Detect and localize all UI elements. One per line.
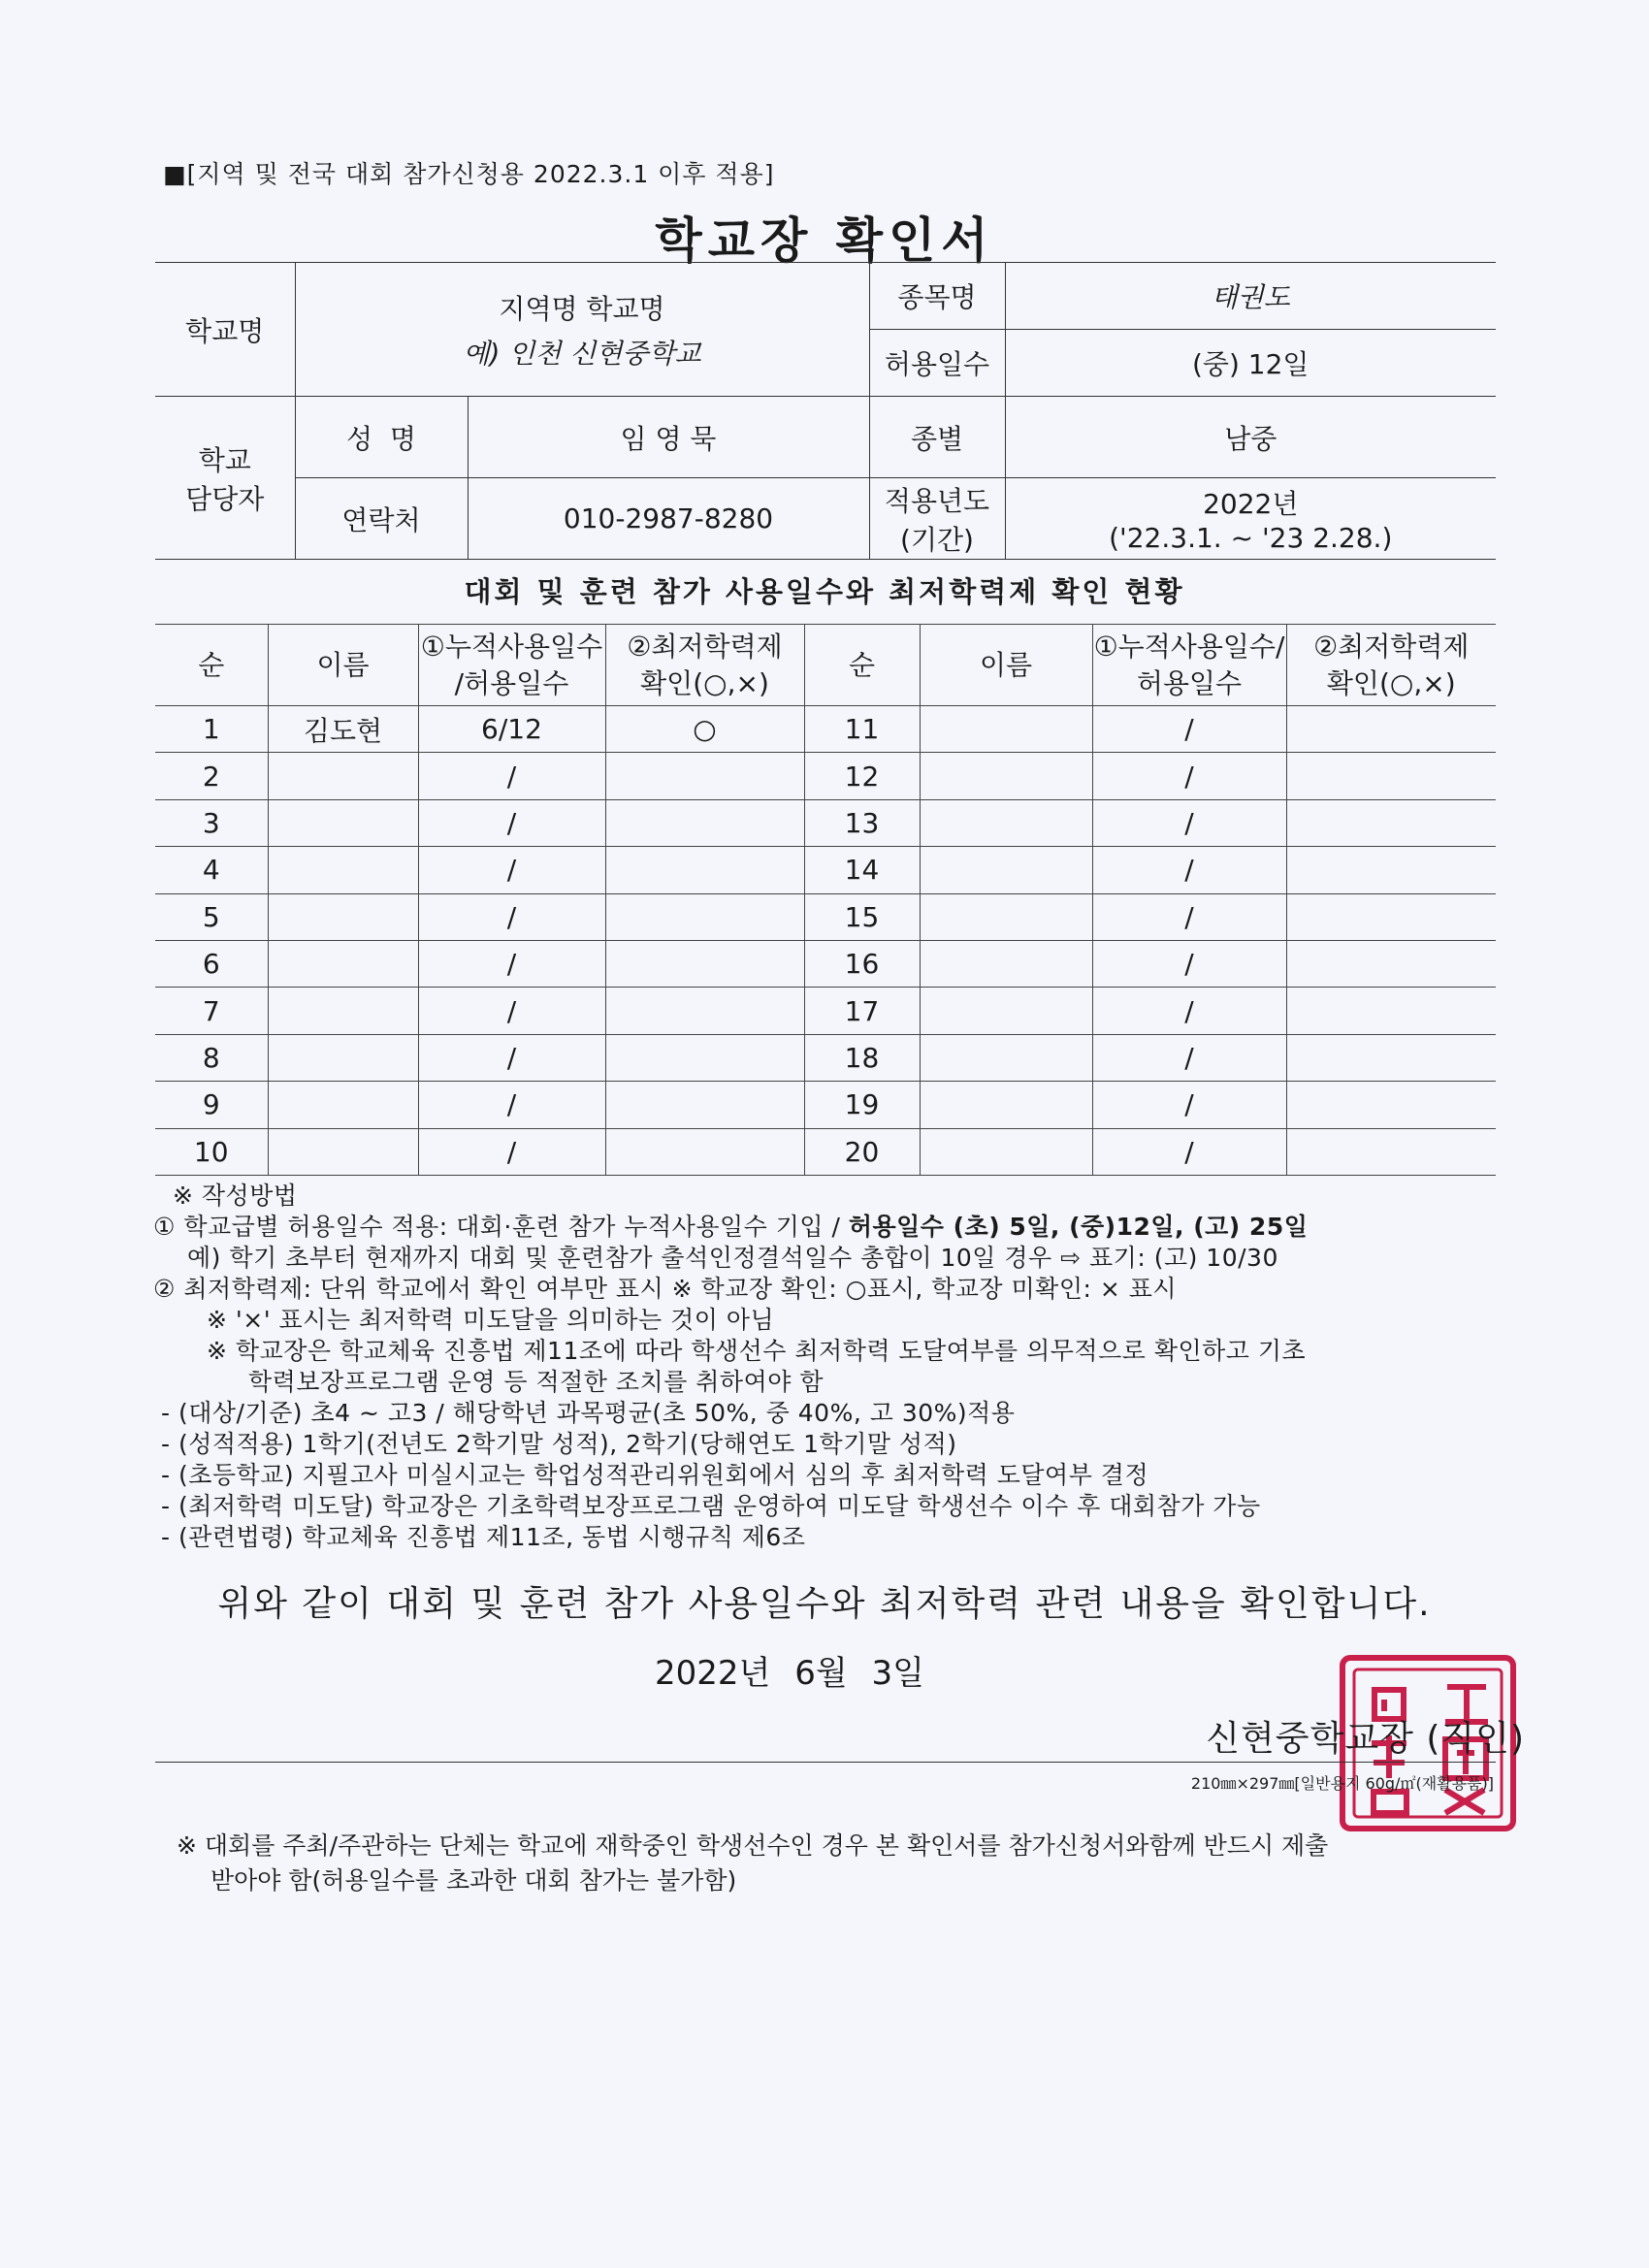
row-min-check	[605, 753, 804, 799]
header-min-right-line2: 확인(○,×)	[1326, 666, 1456, 699]
header-days-line1: ①누적사용일수	[420, 630, 603, 663]
row-no: 4	[155, 847, 268, 893]
table-row	[155, 847, 1496, 893]
sport-label: 종목명	[869, 263, 1005, 330]
sport-value: 태권도	[1005, 263, 1496, 330]
row-min-check	[605, 1128, 804, 1175]
row-min-check	[605, 847, 804, 893]
row-no-right: 14	[804, 847, 920, 893]
row-no: 8	[155, 1034, 268, 1081]
contact-value: 010-2987-8280	[468, 478, 869, 560]
row-name-right	[920, 1034, 1092, 1081]
row-no-right: 20	[804, 1128, 920, 1175]
row-no: 2	[155, 753, 268, 799]
row-days: /	[418, 1082, 605, 1128]
row-days: /	[418, 753, 605, 799]
gender-value: 남중	[1005, 397, 1496, 478]
table-row	[155, 799, 1496, 846]
row-no-right: 17	[804, 988, 920, 1034]
row-name-right	[920, 753, 1092, 799]
issue-date	[655, 1646, 924, 1694]
row-name	[268, 1128, 418, 1175]
row-min-check-right	[1286, 1128, 1496, 1175]
table-row	[155, 1128, 1496, 1175]
row-no-right: 18	[804, 1034, 920, 1081]
table-header-row	[155, 625, 1496, 706]
row-days: /	[418, 988, 605, 1034]
row-days-right: /	[1092, 847, 1286, 893]
date-day: 3일	[871, 1654, 924, 1693]
note-9: - (관련법령) 학교체육 진흥법 제11조, 동법 시행규칙 제6조	[161, 1523, 806, 1551]
row-no-right: 11	[804, 706, 920, 753]
row-no: 6	[155, 940, 268, 987]
row-days-right: /	[1092, 753, 1286, 799]
row-name	[268, 988, 418, 1034]
row-no-right: 15	[804, 893, 920, 940]
row-days-right: /	[1092, 893, 1286, 940]
row-name-right	[920, 847, 1092, 893]
table-row	[155, 893, 1496, 940]
allowed-days-label: 허용일수	[869, 330, 1005, 397]
manager-label-line1: 학교	[198, 443, 251, 476]
manager-label-line2: 담당자	[185, 482, 265, 515]
gender-label: 종별	[869, 397, 1005, 478]
header-days-right-line1: ①누적사용일수/	[1093, 630, 1285, 663]
row-name	[268, 893, 418, 940]
row-name	[268, 799, 418, 846]
row-min-check-right	[1286, 893, 1496, 940]
divider	[155, 1762, 1496, 1763]
row-name-right	[920, 893, 1092, 940]
notes-heading: ※ 작성방법	[173, 1182, 298, 1210]
note-1-example: 예) 학기 초부터 현재까지 대회 및 훈련참가 출석인정결석일수 총합이 10일 경우 ⇨ 표기: (고) 10/30	[187, 1244, 1278, 1272]
year-label	[869, 478, 1005, 560]
row-name	[268, 847, 418, 893]
paper-size-note: 210㎜×297㎜[일반용지 60g/㎡(재활용품)]	[1190, 1774, 1494, 1793]
bottom-note	[177, 1829, 1328, 1898]
row-name: 김도현	[268, 706, 418, 753]
row-min-check-right	[1286, 940, 1496, 987]
row-days-right: /	[1092, 1082, 1286, 1128]
year-label-line2: (기간)	[900, 523, 974, 556]
row-days-right: /	[1092, 940, 1286, 987]
period-value: ('22.3.1. ~ '23 2.28.)	[1109, 522, 1393, 554]
note-1	[153, 1212, 1308, 1243]
bottom-note-line2: 받아야 함(허용일수를 초과한 대회 참가는 불가함)	[210, 1866, 737, 1895]
row-days: /	[418, 893, 605, 940]
header-no: 순	[155, 625, 268, 706]
row-min-check-right	[1286, 753, 1496, 799]
date-year: 2022년	[655, 1654, 771, 1693]
note-1-a: ① 학교급별 허용일수 적용: 대회·훈련 참가 누적사용일수 기입 /	[153, 1213, 849, 1241]
note-4-cont: 학력보장프로그램 운영 등 적절한 조치를 취하여야 함	[248, 1368, 824, 1396]
header-min-right	[1286, 625, 1496, 706]
row-days-right: /	[1092, 1128, 1286, 1175]
table-row	[155, 1034, 1496, 1081]
row-days: /	[418, 799, 605, 846]
row-min-check-right	[1286, 1034, 1496, 1081]
confirmation-statement: 위와 같이 대회 및 훈련 참가 사용일수와 최저학력 관련 내용을 확인합니다.	[217, 1584, 1432, 1624]
note-1-b: 허용일수 (초) 5일, (중)12일, (고) 25일	[848, 1213, 1309, 1241]
year-value: 2022년	[1203, 488, 1299, 520]
header-name: 이름	[268, 625, 418, 706]
table-row	[155, 706, 1496, 753]
date-month: 6월	[794, 1654, 848, 1693]
header-days-line2: /허용일수	[454, 666, 569, 699]
table-row	[155, 940, 1496, 987]
row-no-right: 16	[804, 940, 920, 987]
manager-label	[155, 397, 295, 560]
header-note: ■[지역 및 전국 대회 참가신청용 2022.3.1 이후 적용]	[163, 160, 775, 188]
row-name-right	[920, 799, 1092, 846]
header-days-right	[1092, 625, 1286, 706]
header-name-right: 이름	[920, 625, 1092, 706]
manager-name-value: 임 영 묵	[468, 397, 869, 478]
row-no: 10	[155, 1128, 268, 1175]
table-row	[155, 988, 1496, 1034]
row-min-check: ○	[605, 706, 804, 753]
year-value-cell	[1005, 478, 1496, 560]
row-no: 3	[155, 799, 268, 846]
row-min-check	[605, 893, 804, 940]
row-min-check	[605, 1034, 804, 1081]
note-3: ※ '×' 표시는 최저학력 미도달을 의미하는 것이 아님	[207, 1306, 775, 1334]
header-min	[605, 625, 804, 706]
row-name	[268, 1082, 418, 1128]
row-no-right: 13	[804, 799, 920, 846]
header-days-right-line2: 허용일수	[1136, 666, 1243, 699]
note-6: - (성적적용) 1학기(전년도 2학기말 성적), 2학기(당해연도 1학기말 성적)	[161, 1430, 957, 1458]
row-min-check-right	[1286, 1082, 1496, 1128]
manager-name-label: 성 명	[295, 397, 468, 478]
row-name-right	[920, 988, 1092, 1034]
row-no-right: 19	[804, 1082, 920, 1128]
note-8: - (최저학력 미도달) 학교장은 기초학력보장프로그램 운영하여 미도달 학생선수 이수 후 대회참가 가능	[161, 1492, 1261, 1520]
school-name-cell	[295, 263, 869, 397]
school-info-table	[155, 262, 1496, 560]
signer-name: 신현중학교장 (직인)	[1206, 1719, 1525, 1759]
header-min-right-line1: ②최저학력제	[1313, 630, 1470, 663]
header-min-line1: ②최저학력제	[627, 630, 783, 663]
row-name	[268, 1034, 418, 1081]
bottom-note-line1: ※ 대회를 주최/주관하는 단체는 학교에 재학중인 학생선수인 경우 본 확인서를 참가신청서와함께 반드시 제출	[177, 1831, 1329, 1860]
note-7: - (초등학교) 지필고사 미실시교는 학업성적관리위원회에서 심의 후 최저학력 도달여부 결정	[161, 1461, 1149, 1489]
row-name-right	[920, 940, 1092, 987]
row-name	[268, 753, 418, 799]
row-days-right: /	[1092, 1034, 1286, 1081]
table-row	[155, 1082, 1496, 1128]
participation-table	[155, 624, 1496, 1176]
note-2: ② 최저학력제: 단위 학교에서 확인 여부만 표시 ※ 학교장 확인: ○표시, 학교장 미확인: × 표시	[153, 1275, 1178, 1303]
school-name-example: 예) 인천 신현중학교	[463, 337, 701, 370]
row-min-check-right	[1286, 706, 1496, 753]
document-title: 학교장 확인서	[655, 212, 994, 269]
header-min-line2: 확인(○,×)	[640, 666, 769, 699]
allowed-days-value: (중) 12일	[1005, 330, 1496, 397]
row-days-right: /	[1092, 988, 1286, 1034]
row-no: 7	[155, 988, 268, 1034]
row-name-right	[920, 1082, 1092, 1128]
contact-label: 연락처	[295, 478, 468, 560]
school-name-line1: 지역명 학교명	[499, 292, 665, 325]
row-name-right	[920, 706, 1092, 753]
row-days: /	[418, 847, 605, 893]
row-no: 5	[155, 893, 268, 940]
header-no-right: 순	[804, 625, 920, 706]
row-name-right	[920, 1128, 1092, 1175]
row-min-check	[605, 988, 804, 1034]
row-days: /	[418, 1128, 605, 1175]
row-min-check-right	[1286, 988, 1496, 1034]
section-title: 대회 및 훈련 참가 사용일수와 최저학력제 확인 현황	[464, 575, 1185, 608]
note-5: - (대상/기준) 초4 ~ 고3 / 해당학년 과목평균(초 50%, 중 40%, 고 30%)적용	[161, 1399, 1016, 1427]
row-name	[268, 940, 418, 987]
row-days: 6/12	[418, 706, 605, 753]
row-min-check	[605, 940, 804, 987]
row-min-check	[605, 799, 804, 846]
row-no-right: 12	[804, 753, 920, 799]
table-row	[155, 753, 1496, 799]
row-min-check-right	[1286, 799, 1496, 846]
row-days-right: /	[1092, 799, 1286, 846]
header-days	[418, 625, 605, 706]
year-label-line1: 적용년도	[884, 484, 990, 517]
instructions	[153, 1181, 1309, 1553]
row-min-check	[605, 1082, 804, 1128]
row-no: 9	[155, 1082, 268, 1128]
school-label: 학교명	[155, 263, 295, 397]
row-min-check-right	[1286, 847, 1496, 893]
row-days: /	[418, 940, 605, 987]
row-no: 1	[155, 706, 268, 753]
note-4: ※ 학교장은 학교체육 진흥법 제11조에 따라 학생선수 최저학력 도달여부를 의무적으로 확인하고 기초	[207, 1337, 1307, 1365]
row-days-right: /	[1092, 706, 1286, 753]
row-days: /	[418, 1034, 605, 1081]
